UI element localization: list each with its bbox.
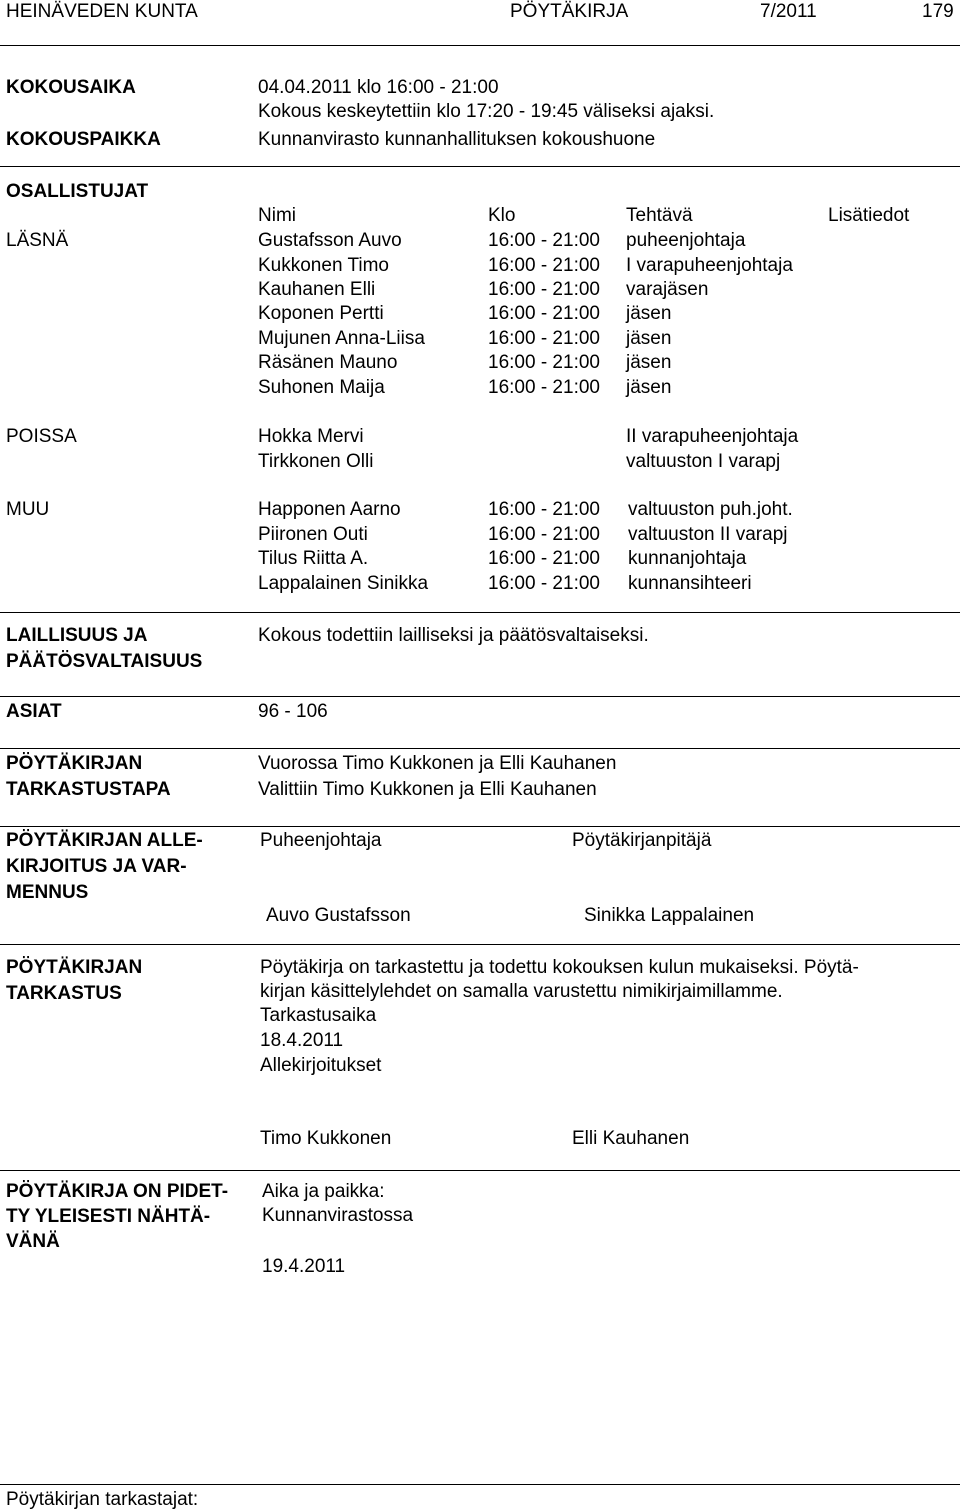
meeting-time-label: KOKOUSAIKA — [6, 77, 136, 98]
page-number: 179 — [922, 1, 954, 22]
review-label-1: PÖYTÄKIRJAN — [6, 957, 143, 978]
participant-role: varajäsen — [626, 279, 709, 300]
participant-role: II varapuheenjohtaja — [626, 426, 799, 447]
public-label-1: PÖYTÄKIRJA ON PIDET- — [6, 1181, 229, 1202]
review-method-label-1: PÖYTÄKIRJAN — [6, 753, 143, 774]
present-label: LÄSNÄ — [6, 230, 69, 251]
participant-time: 16:00 - 21:00 — [488, 255, 600, 276]
meeting-time: 04.04.2011 klo 16:00 - 21:00 — [258, 77, 499, 98]
participant-name: Suhonen Maija — [258, 377, 385, 398]
public-place-label: Aika ja paikka: — [262, 1181, 385, 1202]
matters-value: 96 - 106 — [258, 701, 328, 722]
participant-time: 16:00 - 21:00 — [488, 499, 600, 520]
review-method-line-2: Valittiin Timo Kukkonen ja Elli Kauhanen — [258, 779, 597, 800]
reviewer-name: Timo Kukkonen — [260, 1128, 392, 1149]
public-date: 19.4.2011 — [262, 1256, 346, 1277]
participant-name: Räsänen Mauno — [258, 352, 398, 373]
participant-name: Mujunen Anna-Liisa — [258, 328, 425, 349]
meeting-place-label: KOKOUSPAIKKA — [6, 129, 161, 150]
absent-label: POISSA — [6, 426, 77, 447]
participant-name: Kukkonen Timo — [258, 255, 389, 276]
participant-time: 16:00 - 21:00 — [488, 230, 600, 251]
doc-number: 7/2011 — [760, 1, 817, 22]
participant-name: Hokka Mervi — [258, 426, 364, 447]
other-label: MUU — [6, 499, 50, 520]
participant-role: valtuuston II varapj — [628, 524, 788, 545]
participant-role: jäsen — [626, 377, 672, 398]
participant-name: Koponen Pertti — [258, 303, 384, 324]
review-date: 18.4.2011 — [260, 1030, 344, 1051]
participant-time: 16:00 - 21:00 — [488, 377, 600, 398]
divider — [0, 1170, 960, 1171]
divider — [0, 748, 960, 749]
column-header-name: Nimi — [258, 205, 296, 226]
participant-role: jäsen — [626, 328, 672, 349]
divider — [0, 826, 960, 827]
participants-label: OSALLISTUJAT — [6, 181, 149, 202]
divider — [0, 166, 960, 167]
review-text-2: kirjan käsittelylehdet on samalla varustettu nimikirjaimillamme. — [260, 981, 783, 1002]
participant-name: Lappalainen Sinikka — [258, 573, 429, 594]
secretary-name: Sinikka Lappalainen — [584, 905, 755, 926]
legality-text: Kokous todettiin lailliseksi ja päätösvaltaiseksi. — [258, 625, 649, 646]
participant-name: Tirkkonen Olli — [258, 451, 374, 472]
divider — [0, 696, 960, 697]
review-signatures-label: Allekirjoitukset — [260, 1055, 382, 1076]
divider — [0, 944, 960, 945]
participant-name: Kauhanen Elli — [258, 279, 376, 300]
participant-role: jäsen — [626, 352, 672, 373]
chair-name: Auvo Gustafsson — [266, 905, 411, 926]
public-label-2: TY YLEISESTI NÄHTÄ- — [6, 1206, 211, 1227]
participant-time: 16:00 - 21:00 — [488, 548, 600, 569]
column-header-info: Lisätiedot — [828, 205, 910, 226]
doc-type: PÖYTÄKIRJA — [510, 1, 629, 22]
public-label-3: VÄNÄ — [6, 1231, 60, 1252]
divider — [0, 612, 960, 613]
reviewer-name: Elli Kauhanen — [572, 1128, 690, 1149]
participant-role: I varapuheenjohtaja — [626, 255, 793, 276]
legality-label-2: PÄÄTÖSVALTAISUUS — [6, 651, 203, 672]
review-time-label: Tarkastusaika — [260, 1005, 377, 1026]
meeting-time-note: Kokous keskeytettiin klo 17:20 - 19:45 väliseksi ajaksi. — [258, 101, 715, 122]
meeting-place: Kunnanvirasto kunnanhallituksen kokoushuone — [258, 129, 656, 150]
column-header-time: Klo — [488, 205, 516, 226]
public-place: Kunnanvirastossa — [262, 1205, 414, 1226]
participant-role: jäsen — [626, 303, 672, 324]
participant-time: 16:00 - 21:00 — [488, 573, 600, 594]
signing-label-2: KIRJOITUS JA VAR- — [6, 856, 187, 877]
header-divider — [0, 45, 960, 46]
chair-title: Puheenjohtaja — [260, 830, 382, 851]
matters-label: ASIAT — [6, 701, 62, 722]
legality-label-1: LAILLISUUS JA — [6, 625, 148, 646]
participant-time: 16:00 - 21:00 — [488, 524, 600, 545]
participant-role: valtuuston puh.joht. — [628, 499, 793, 520]
footer-reviewers-label: Pöytäkirjan tarkastajat: — [6, 1489, 199, 1510]
participant-time: 16:00 - 21:00 — [488, 303, 600, 324]
review-method-label-2: TARKASTUSTAPA — [6, 779, 171, 800]
participant-role: kunnansihteeri — [628, 573, 752, 594]
participant-role: puheenjohtaja — [626, 230, 746, 251]
footer-divider — [0, 1484, 960, 1485]
participant-name: Gustafsson Auvo — [258, 230, 402, 251]
participant-name: Piironen Outi — [258, 524, 368, 545]
participant-time: 16:00 - 21:00 — [488, 352, 600, 373]
participant-role: valtuuston I varapj — [626, 451, 781, 472]
participant-time: 16:00 - 21:00 — [488, 328, 600, 349]
participant-name: Tilus Riitta A. — [258, 548, 369, 569]
review-method-line-1: Vuorossa Timo Kukkonen ja Elli Kauhanen — [258, 753, 617, 774]
column-header-role: Tehtävä — [626, 205, 693, 226]
review-text-1: Pöytäkirja on tarkastettu ja todettu kokouksen kulun mukaiseksi. Pöytä- — [260, 957, 859, 978]
participant-role: kunnanjohtaja — [628, 548, 747, 569]
review-label-2: TARKASTUS — [6, 983, 122, 1004]
org-name: HEINÄVEDEN KUNTA — [6, 1, 198, 22]
secretary-title: Pöytäkirjanpitäjä — [572, 830, 712, 851]
signing-label-3: MENNUS — [6, 882, 89, 903]
signing-label-1: PÖYTÄKIRJAN ALLE- — [6, 830, 203, 851]
participant-time: 16:00 - 21:00 — [488, 279, 600, 300]
participant-name: Happonen Aarno — [258, 499, 401, 520]
